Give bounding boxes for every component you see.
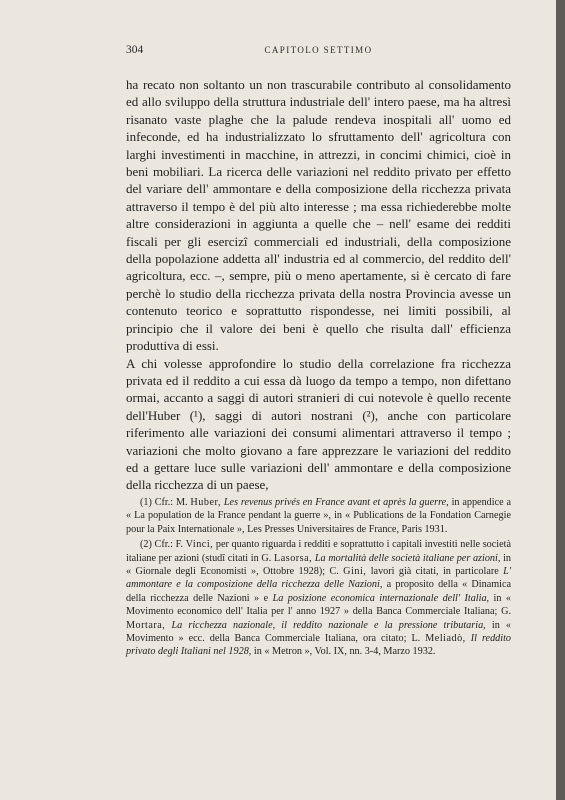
footnote-text: (2) Cfr.: F.: [140, 539, 183, 551]
footnote-text: a proposito della « Dinamica della ricchezza delle Nazioni » e: [126, 579, 512, 604]
footnote-marker: (1) Cfr.: M.: [140, 497, 188, 508]
main-text: [126, 76, 511, 494]
page-header: [126, 44, 511, 60]
footnote-text: in « Metron », Vol. IX, nn. 3-4, Marzo 1932.: [253, 646, 436, 658]
footnote-text: lavori già citati, in particolare: [370, 566, 499, 578]
footnote-title: L' ammontare e la composizione della ricchezza delle Nazioni,: [126, 566, 512, 591]
footnote-title: Il reddito privato degli Italiani nel 1928,: [126, 633, 512, 658]
footnotes: [126, 496, 511, 661]
footnote-text: per quanto riguarda i redditi e soprattutto i capitali investiti nelle società italiane per azioni (studî citati in G.: [126, 539, 511, 564]
footnote-author: Lasorsa,: [273, 552, 313, 564]
page-number: 304: [126, 44, 144, 56]
footnote-2: [126, 538, 511, 659]
footnote-1: [126, 496, 511, 536]
footnote-text: in « Movimento » ecc. della Banca Commerciale Italiana, ora citato; L.: [126, 619, 512, 645]
footnote-title: La posizione economica internazionale dell' Italia,: [272, 592, 490, 604]
footnote-text: in « Giornale degli Economisti », Ottobre 1928); C.: [126, 552, 512, 578]
footnote-text: in « Movimento economico dell' Italia per l' anno 1927 » della Banca Commerciale Italiana; G.: [126, 592, 512, 618]
footnote-text: in appendice a « La population de la France pendant la guerre », in « Publications de la Fondation Carnegie pour la Paix Internationale », Les Presses Universitaires de France, Paris 1931.: [126, 497, 512, 535]
paragraph: A chi volesse approfondire lo studio della correlazione fra ricchezza privata ed il reddito a cui essa dà luogo da tempo a tempo, non difettano ormai, accanto a saggi di autori stranieri di cui notevole è quello recente dell'Huber (¹), saggi di autori nostrani (²), anche con particolare riferimento alle variazioni dei consumi alimentari attraverso il tempo ; variazioni che molto giovano a fare apprezzare le variazioni del reddito ed a gettare luce sulle variazioni dell' ammontare e della composizione della ricchezza di un paese,: [126, 355, 511, 493]
footnote-author: Meliadò,: [425, 633, 466, 645]
footnote-author: Vinci,: [185, 539, 214, 551]
footnote-title: La ricchezza nazionale, il reddito nazionale e la pressione tributaria,: [171, 619, 486, 631]
footnote-author: Gini,: [343, 566, 367, 578]
footnote-title: La mortalità delle società italiane per azioni,: [314, 552, 501, 564]
running-head: CAPITOLO SETTIMO: [264, 45, 373, 55]
footnote-title: Les revenus privés en France avant et après la guerre,: [223, 497, 449, 508]
footnote-author: Huber,: [190, 497, 222, 508]
paragraph: ha recato non soltanto un non trascurabile contributo al consolidamento ed allo sviluppo della struttura industriale dell' intero paese, ma ha altresì risanato vaste plaghe che la palude rendeva inospitali all' uomo ed infeconde, ed ha industrializzato lo sfruttamento dell' agricoltura con larghi investimenti in macchine, in attrezzi, in concimi chimici, cioè in beni mobiliari. La ricerca delle variazioni nel reddito privato per effetto del variare dell' ammontare e della composizione della ricchezza privata attraverso il tempo è del più alto interesse ; ma essa richiederebbe molte altre considerazioni in aggiunta a quelle che – nell' esame dei redditi fiscali per gli esercizî commerciali ed industriali, della composizione della popolazione addetta all' industria ed al commercio, del reddito dell' agricoltura, ecc. –, sempre, più o meno apertamente, si è cercato di fare perchè lo studio della ricchezza privata della nostra Provincia avesse un contenuto teorico e soprattutto rispondesse, nei limiti possibili, al principio che il valore dei beni è quello che risulta dall' efficienza produttiva di essi.: [126, 77, 511, 354]
footnote-author: Mortara,: [126, 619, 166, 631]
